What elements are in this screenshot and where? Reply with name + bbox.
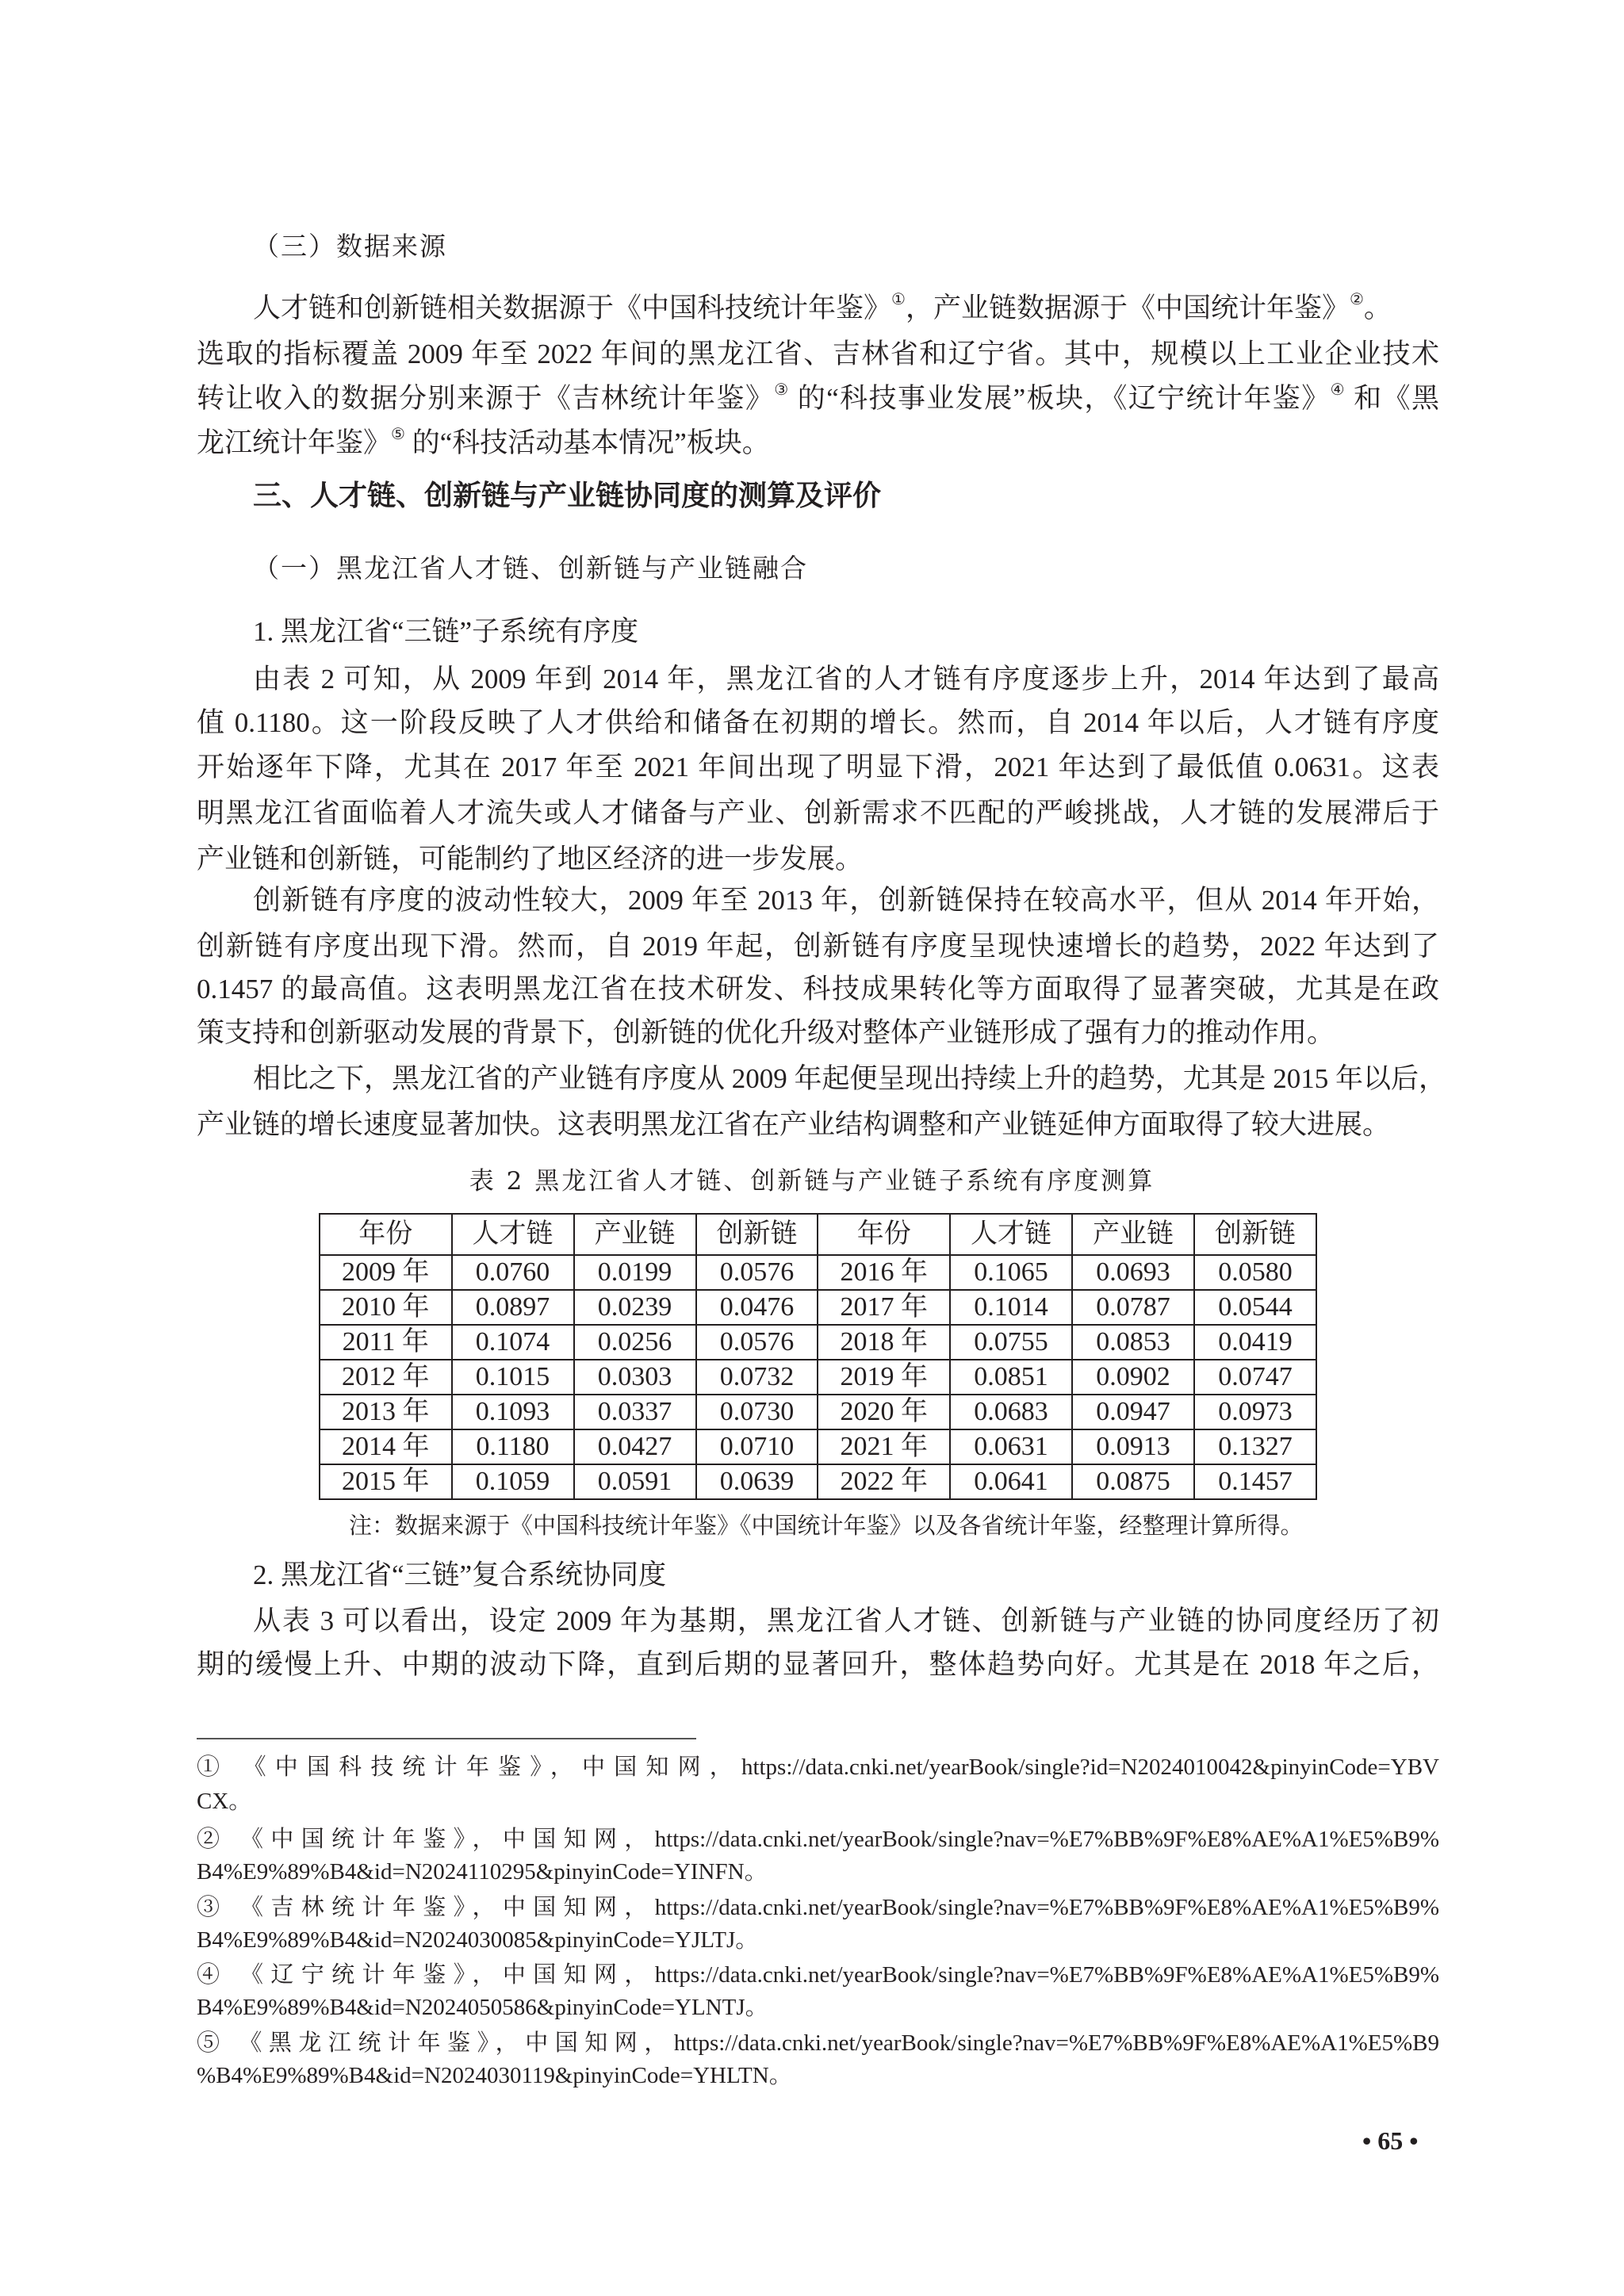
paragraph-line — [197, 1011, 1439, 1055]
text-segment: 值 0.1180。这一阶段反映了人才供给和储备在初期的增长。然而，自 2014 年以后，人才链有序度 — [197, 707, 1439, 738]
table-cell: 0.0639 — [696, 1464, 818, 1499]
column-header: 年份 — [320, 1214, 452, 1255]
table-cell: 0.0875 — [1072, 1464, 1194, 1499]
text-segment: ，产业链数据源于《中国统计年鉴》 — [905, 293, 1350, 323]
table-cell: 0.0973 — [1194, 1395, 1316, 1429]
table-cell: 2021 年 — [818, 1429, 950, 1464]
table-note: 注：数据来源于《中国科技统计年鉴》《中国统计年鉴》以及各省统计年鉴，经整理计算所得。 — [349, 1513, 1304, 1539]
paragraph-line — [253, 286, 1439, 331]
table-cell: 0.0755 — [950, 1325, 1072, 1360]
text-segment: 开始逐年下降，尤其在 2017 年至 2021 年间出现了明显下滑，2021 年达到了最低值 0.0631。这表 — [197, 752, 1439, 783]
table-cell: 0.0730 — [696, 1395, 818, 1429]
paragraph-line — [253, 1057, 1447, 1101]
paragraph-line — [197, 377, 1439, 421]
heading — [253, 474, 1496, 519]
table-cell: 0.1059 — [452, 1464, 574, 1499]
text-segment: 产业链的增长速度显著加快。这表明黑龙江省在产业结构调整和产业链延伸方面取得了较大进展。 — [197, 1109, 1391, 1140]
table-cell: 0.1457 — [1194, 1464, 1316, 1499]
table-cell: 0.0419 — [1194, 1325, 1316, 1360]
text-segment: 龙江统计年鉴》 — [197, 427, 392, 458]
paragraph-line — [197, 791, 1439, 836]
table-cell: 0.0427 — [574, 1429, 696, 1464]
column-header: 年份 — [818, 1214, 950, 1255]
footnote-line: ④ 《辽宁统计年鉴》，中国知网，https://data.cnki.net/yearBook/single?nav=%E7%BB%9F%E8%AE%A1%E5%B9% — [197, 1962, 1439, 1988]
text-segment: 人才链和创新链相关数据源于《中国科技统计年鉴》 — [253, 293, 892, 323]
table-row — [320, 1464, 1316, 1499]
table-cell: 0.1327 — [1194, 1429, 1316, 1464]
column-header: 人才链 — [950, 1214, 1072, 1255]
table-cell: 0.0747 — [1194, 1360, 1316, 1395]
table-cell: 0.1014 — [950, 1290, 1072, 1325]
paragraph-line — [197, 701, 1439, 745]
table-cell: 0.0337 — [574, 1395, 696, 1429]
table-row — [320, 1395, 1316, 1429]
table-cell: 0.0683 — [950, 1395, 1072, 1429]
paragraph-line — [197, 967, 1439, 1012]
table-cell: 0.0851 — [950, 1360, 1072, 1395]
column-header: 产业链 — [574, 1214, 696, 1255]
footnote-line: ② 《中国统计年鉴》，中国知网，https://data.cnki.net/yearBook/single?nav=%E7%BB%9F%E8%AE%A1%E5%B9% — [197, 1827, 1439, 1852]
text-segment: 选取的指标覆盖 2009 年至 2022 年间的黑龙江省、吉林省和辽宁省。其中，规模以上工业企业技术 — [197, 339, 1439, 369]
footnote-line: CX。 — [197, 1789, 252, 1814]
table-cell: 0.0913 — [1072, 1429, 1194, 1464]
table-row — [320, 1290, 1316, 1325]
table-cell: 2020 年 — [818, 1395, 950, 1429]
footnote-line: B4%E9%89%B4&id=N2024110295&pinyinCode=YINFN。 — [197, 1859, 768, 1885]
table-cell: 2011 年 — [320, 1325, 452, 1360]
paragraph-line — [197, 332, 1439, 377]
table-cell: 2013 年 — [320, 1395, 452, 1429]
heading — [253, 224, 1496, 269]
table-cell: 0.0641 — [950, 1464, 1072, 1499]
footnote-line: ① 《中国科技统计年鉴》，中国知网，https://data.cnki.net/yearBook/single?id=N2024010042&pinyinCode=YBV — [197, 1755, 1439, 1780]
column-header: 创新链 — [1194, 1214, 1316, 1255]
table-cell: 0.0256 — [574, 1325, 696, 1360]
table-cell: 0.0760 — [452, 1255, 574, 1290]
paragraph-line — [253, 1599, 1439, 1644]
heading — [253, 1553, 1439, 1598]
text-segment: 产业链和创新链，可能制约了地区经济的进一步发展。 — [197, 844, 864, 874]
table-cell: 0.0303 — [574, 1360, 696, 1395]
paragraph-line — [197, 1643, 1439, 1687]
text-segment: （一）黑龙江省人才链、创新链与产业链融合 — [253, 553, 808, 584]
footnote-ref[interactable]: ⑤ — [391, 426, 405, 443]
table-row — [320, 1429, 1316, 1464]
table-cell: 0.0476 — [696, 1290, 818, 1325]
text-segment: 相比之下，黑龙江省的产业链有序度从 2009 年起便呈现出持续上升的趋势，尤其是 2015 年以后， — [253, 1063, 1447, 1094]
table-cell: 2009 年 — [320, 1255, 452, 1290]
order-degree-table — [319, 1213, 1317, 1500]
table-cell: 0.1074 — [452, 1325, 574, 1360]
table-cell: 0.0693 — [1072, 1255, 1194, 1290]
table-cell: 0.0897 — [452, 1290, 574, 1325]
column-header: 人才链 — [452, 1214, 574, 1255]
table-cell: 0.0732 — [696, 1360, 818, 1395]
column-header: 产业链 — [1072, 1214, 1194, 1255]
table-caption: 表 2 黑龙江省人才链、创新链与产业链子系统有序度测算 — [469, 1167, 1155, 1196]
table-cell: 0.0576 — [696, 1325, 818, 1360]
text-segment: 创新链有序度的波动性较大，2009 年至 2013 年，创新链保持在较高水平，但从 2014 年开始， — [253, 885, 1439, 916]
footnote-line: %B4%E9%89%B4&id=N2024030119&pinyinCode=YHLTN。 — [197, 2063, 792, 2088]
table-cell: 2012 年 — [320, 1360, 452, 1395]
column-header: 创新链 — [696, 1214, 818, 1255]
paragraph-line — [197, 745, 1439, 790]
table-cell: 0.0631 — [950, 1429, 1072, 1464]
table-cell: 0.0591 — [574, 1464, 696, 1499]
footnote-line: B4%E9%89%B4&id=N2024050586&pinyinCode=YLNTJ。 — [197, 1995, 768, 2020]
text-segment: 和《黑 — [1345, 383, 1439, 414]
text-segment: 从表 3 可以看出，设定 2009 年为基期，黑龙江省人才链、创新链与产业链的协同度经历了初 — [253, 1605, 1439, 1636]
page-number: • 65 • — [1362, 2126, 1419, 2155]
text-segment: 期的缓慢上升、中期的波动下降，直到后期的显著回升，整体趋势向好。尤其是在 2018 年之后， — [197, 1649, 1439, 1680]
paragraph-line — [197, 1103, 1439, 1147]
table-cell: 0.0576 — [696, 1255, 818, 1290]
footnote-ref[interactable]: ③ — [774, 381, 790, 399]
text-segment: 0.1457 的最高值。这表明黑龙江省在技术研发、科技成果转化等方面取得了显著突破，尤其是在政 — [197, 974, 1439, 1004]
table-cell: 0.1093 — [452, 1395, 574, 1429]
text-segment: 三、人才链、创新链与产业链协同度的测算及评价 — [253, 480, 882, 512]
table-cell: 0.1065 — [950, 1255, 1072, 1290]
table-cell: 0.1015 — [452, 1360, 574, 1395]
text-segment: （三）数据来源 — [253, 231, 447, 262]
text-segment: 的“科技事业发展”板块，《辽宁统计年鉴》 — [789, 383, 1331, 414]
table-cell: 2018 年 — [818, 1325, 950, 1360]
table-cell: 0.0902 — [1072, 1360, 1194, 1395]
table-cell: 0.0544 — [1194, 1290, 1316, 1325]
table-cell: 2010 年 — [320, 1290, 452, 1325]
paragraph-line — [253, 878, 1439, 923]
footnote-divider — [197, 1738, 696, 1739]
footnote-line: ⑤ 《黑龙江统计年鉴》，中国知网，https://data.cnki.net/yearBook/single?nav=%E7%BB%9F%E8%AE%A1%E5%B9 — [197, 2030, 1439, 2056]
paragraph-line — [197, 421, 1439, 465]
table-row — [320, 1255, 1316, 1290]
table-cell: 0.0710 — [696, 1429, 818, 1464]
footnote-line: ③ 《吉林统计年鉴》，中国知网，https://data.cnki.net/yearBook/single?nav=%E7%BB%9F%E8%AE%A1%E5%B9% — [197, 1895, 1439, 1920]
heading — [253, 610, 1439, 654]
text-segment: 由表 2 可知，从 2009 年到 2014 年，黑龙江省的人才链有序度逐步上升，2014 年达到了最高 — [253, 664, 1439, 695]
table-cell: 0.0853 — [1072, 1325, 1194, 1360]
table-cell: 0.0239 — [574, 1290, 696, 1325]
text-segment: 创新链有序度出现下滑。然而，自 2019 年起，创新链有序度呈现快速增长的趋势，2022 年达到了 — [197, 931, 1439, 962]
table-cell: 2017 年 — [818, 1290, 950, 1325]
table-cell: 2019 年 — [818, 1360, 950, 1395]
text-segment: 明黑龙江省面临着人才流失或人才储备与产业、创新需求不匹配的严峻挑战，人才链的发展滞后于 — [197, 798, 1439, 828]
table-row — [320, 1325, 1316, 1360]
text-segment: 转让收入的数据分别来源于《吉林统计年鉴》 — [197, 383, 775, 414]
table-cell: 2014 年 — [320, 1429, 452, 1464]
text-segment: 的“科技活动基本情况”板块。 — [404, 427, 770, 458]
table-row — [320, 1360, 1316, 1395]
table-cell: 0.0947 — [1072, 1395, 1194, 1429]
table-cell: 0.0199 — [574, 1255, 696, 1290]
table-cell: 0.0580 — [1194, 1255, 1316, 1290]
table-cell: 0.1180 — [452, 1429, 574, 1464]
table-header-row — [320, 1214, 1316, 1255]
footnote-ref[interactable]: ④ — [1330, 381, 1346, 399]
text-segment: 策支持和创新驱动发展的背景下，创新链的优化升级对整体产业链形成了强有力的推动作用。 — [197, 1017, 1335, 1048]
text-segment: 。 — [1363, 293, 1392, 323]
table-cell: 2022 年 — [818, 1464, 950, 1499]
paragraph-line — [197, 924, 1439, 969]
table-cell: 2015 年 — [320, 1464, 452, 1499]
table-cell: 0.0787 — [1072, 1290, 1194, 1325]
footnote-ref[interactable]: ① — [891, 291, 906, 308]
paragraph-line — [253, 657, 1439, 702]
table-cell: 2016 年 — [818, 1255, 950, 1290]
text-segment: 2. 黑龙江省“三链”复合系统协同度 — [253, 1559, 667, 1590]
footnote-ref[interactable]: ② — [1349, 291, 1364, 308]
heading — [253, 546, 1496, 591]
footnote-line: B4%E9%89%B4&id=N2024030085&pinyinCode=YJLTJ。 — [197, 1927, 759, 1953]
paragraph-line — [197, 837, 1439, 882]
text-segment: 1. 黑龙江省“三链”子系统有序度 — [253, 616, 639, 647]
